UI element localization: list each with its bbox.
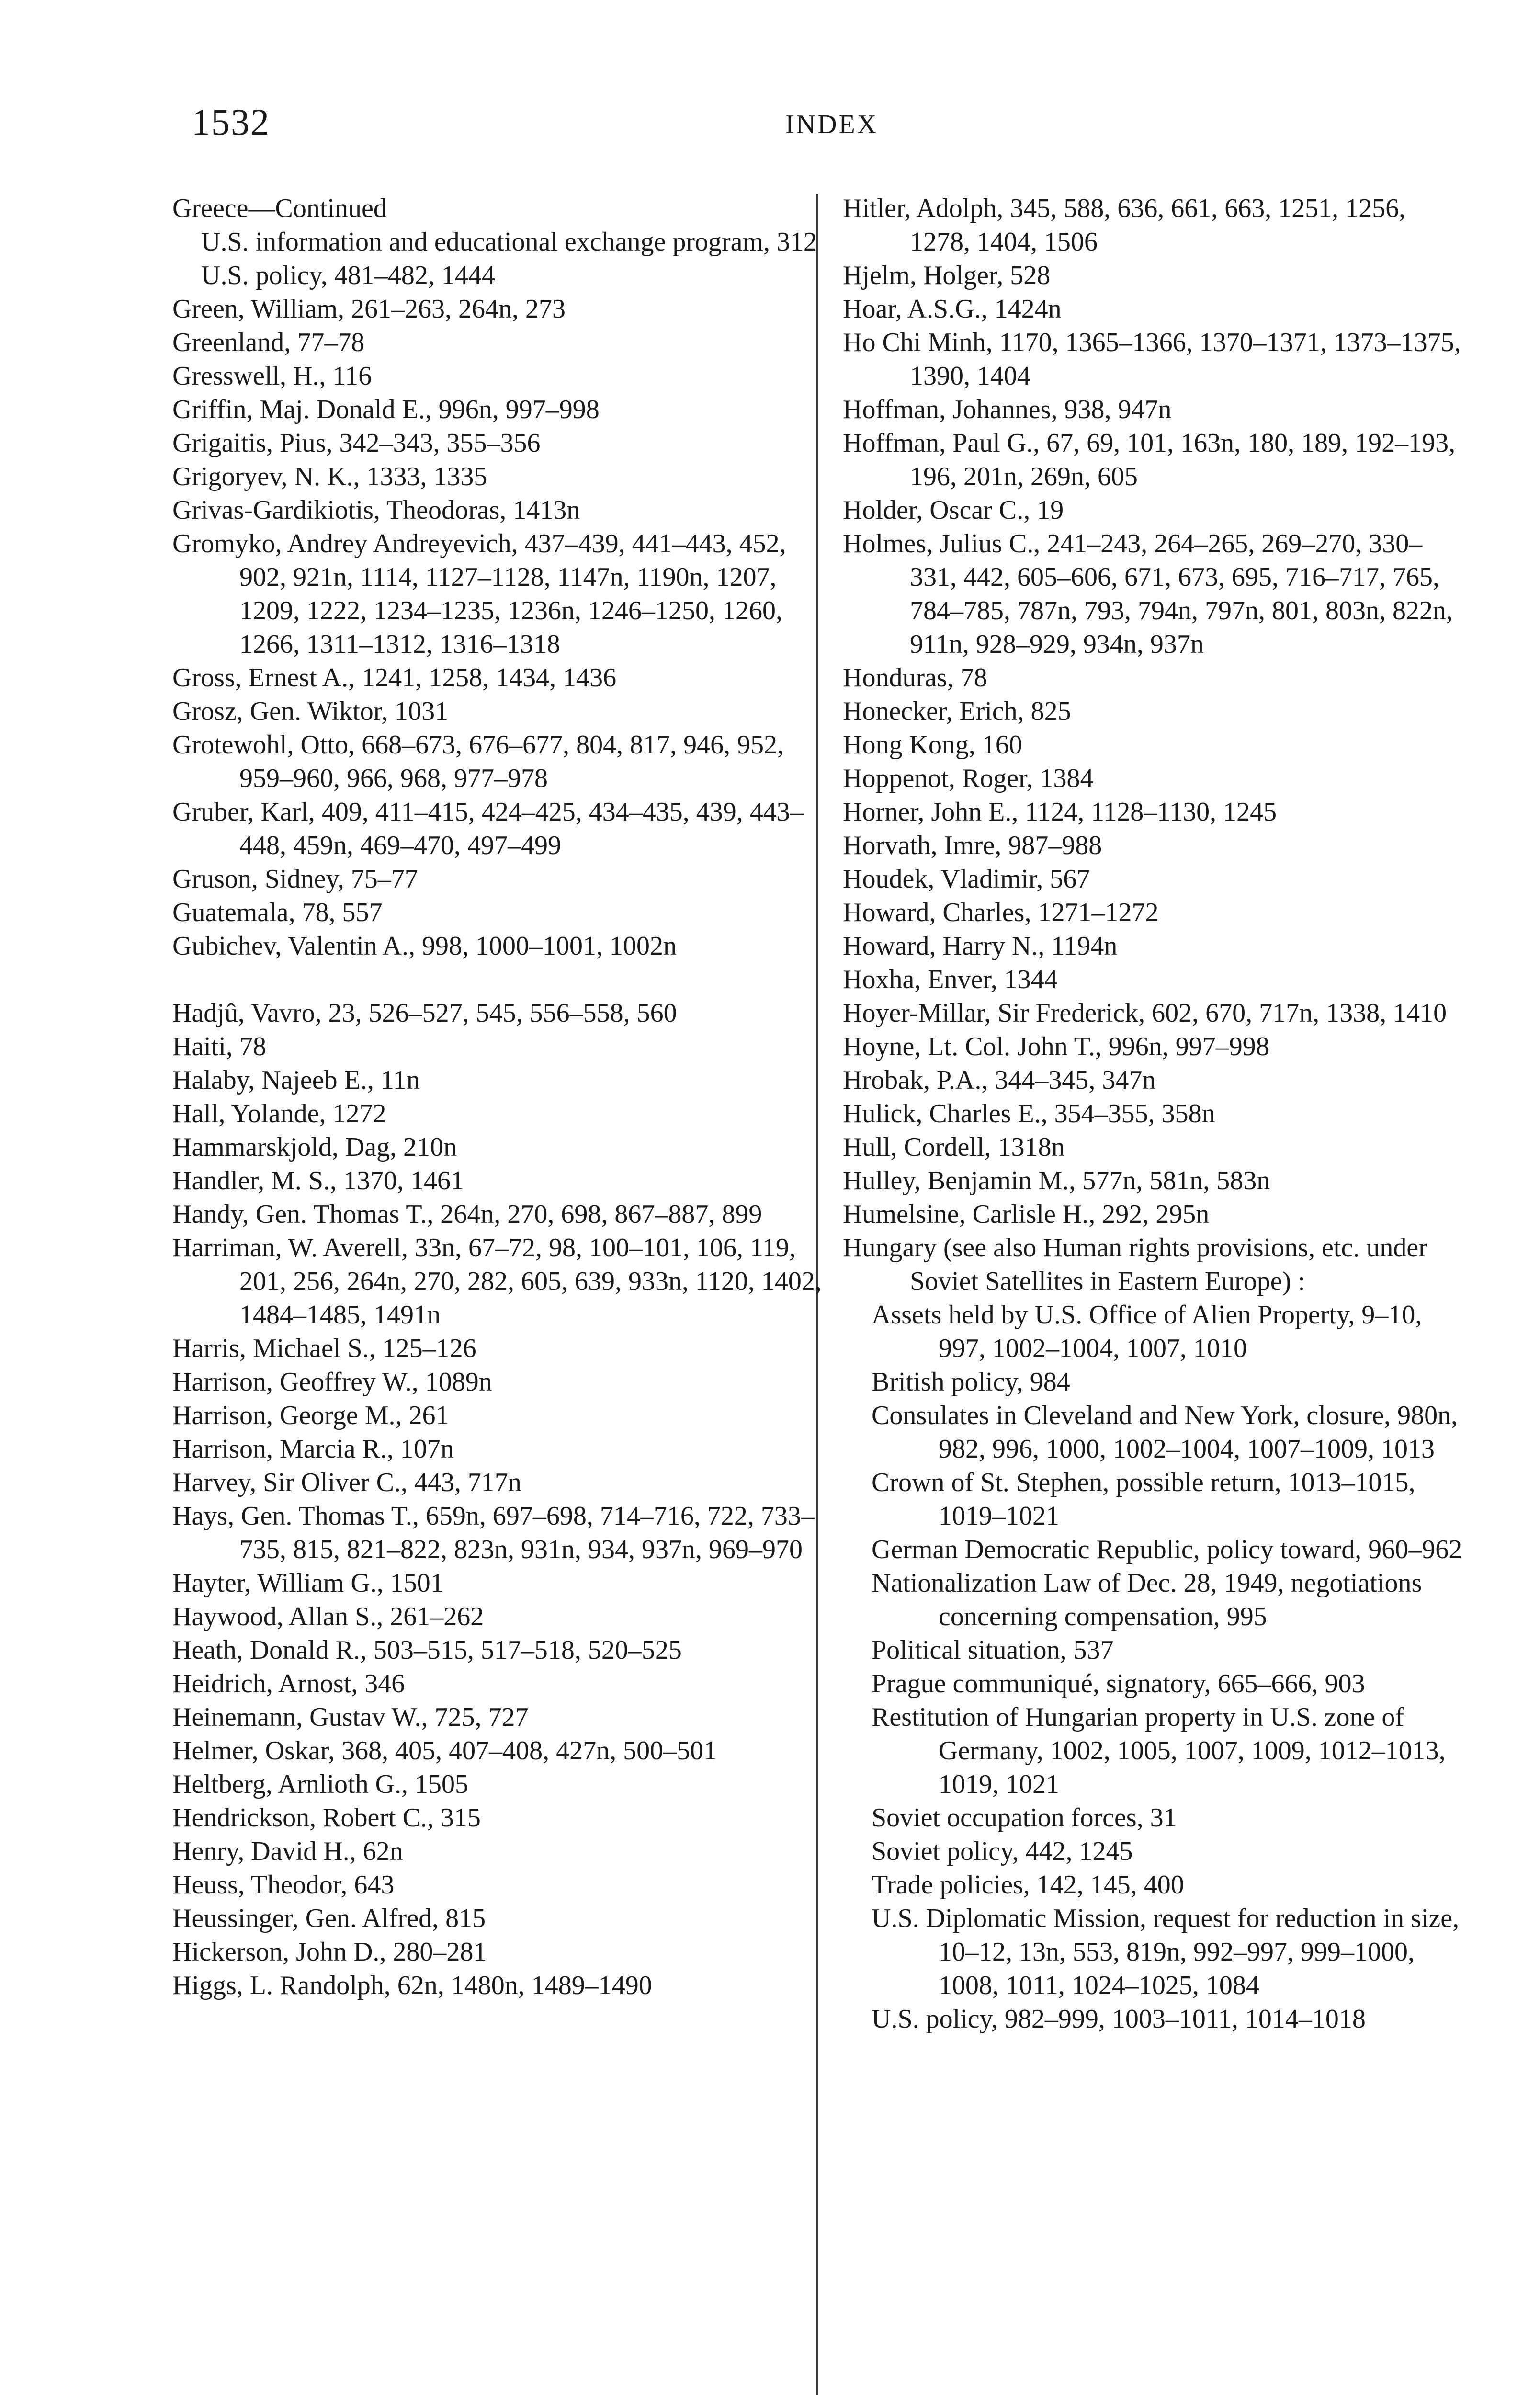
index-entry: Higgs, L. Randolph, 62n, 1480n, 1489–1490	[172, 1971, 652, 2000]
sub-entry: Assets held by U.S. Office of Alien Property, 9–10, 997, 1002–1004, 1007, 1010	[872, 1300, 1422, 1363]
sub-entry: U.S. policy, 481–482, 1444	[201, 261, 495, 290]
index-entry: Heinemann, Gustav W., 725, 727	[172, 1702, 529, 1732]
index-entry: Howard, Charles, 1271–1272	[843, 898, 1159, 927]
index-entry: Hoffman, Johannes, 938, 947n	[843, 395, 1172, 424]
index-entry: Grigaitis, Pius, 342–343, 355–356	[172, 428, 541, 458]
index-entry: Grivas-Gardikiotis, Theodoras, 1413n	[172, 495, 580, 525]
index-entry: Hulley, Benjamin M., 577n, 581n, 583n	[843, 1166, 1270, 1196]
index-entry: Hoxha, Enver, 1344	[843, 965, 1058, 994]
sub-entry: Trade policies, 142, 145, 400	[872, 1870, 1184, 1900]
index-entry: Heuss, Theodor, 643	[172, 1870, 395, 1900]
index-entry: Hayter, William G., 1501	[172, 1568, 444, 1598]
index-entry: Humelsine, Carlisle H., 292, 295n	[843, 1199, 1210, 1229]
index-entry: Hickerson, John D., 280–281	[172, 1937, 487, 1967]
section-gap	[172, 963, 833, 996]
index-entry: Henry, David H., 62n	[172, 1836, 403, 1866]
index-entry: Handy, Gen. Thomas T., 264n, 270, 698, 867–887, 899	[172, 1199, 762, 1229]
index-entry: Grosz, Gen. Wiktor, 1031	[172, 696, 449, 726]
index-entry: Hulick, Charles E., 354–355, 358n	[843, 1099, 1215, 1129]
index-entry: Hoffman, Paul G., 67, 69, 101, 163n, 180, 189, 192–193, 196, 201n, 269n, 605	[843, 428, 1456, 491]
sub-entry: Restitution of Hungarian property in U.S. zone of Germany, 1002, 1005, 1007, 1009, 1012–1013, 1019, 1021	[872, 1702, 1446, 1799]
index-entry: Greenland, 77–78	[172, 328, 365, 357]
hungary-sub-entries	[843, 1298, 1465, 2036]
sub-entry: Nationalization Law of Dec. 28, 1949, negotiations concerning compensation, 995	[872, 1568, 1422, 1631]
sub-entry: Political situation, 537	[872, 1635, 1114, 1665]
index-entry: Harris, Michael S., 125–126	[172, 1334, 476, 1363]
index-entry: Hoyer-Millar, Sir Frederick, 602, 670, 717n, 1338, 1410	[843, 998, 1447, 1028]
index-entry: Horner, John E., 1124, 1128–1130, 1245	[843, 797, 1277, 827]
index-entry: Heltberg, Arnlioth G., 1505	[172, 1769, 469, 1799]
index-entry: Harrison, George M., 261	[172, 1401, 449, 1430]
index-entry: Honecker, Erich, 825	[843, 696, 1071, 726]
index-entry: Harvey, Sir Oliver C., 443, 717n	[172, 1468, 521, 1497]
index-entry: Grotewohl, Otto, 668–673, 676–677, 804, 817, 946, 952, 959–960, 966, 968, 977–978	[172, 730, 784, 793]
index-entry: Heath, Donald R., 503–515, 517–518, 520–525	[172, 1635, 682, 1665]
index-entry: Hull, Cordell, 1318n	[843, 1132, 1065, 1162]
sub-entry: Soviet occupation forces, 31	[872, 1803, 1177, 1833]
index-entry: Gruson, Sidney, 75–77	[172, 864, 418, 894]
index-entry: Grigoryev, N. K., 1333, 1335	[172, 462, 487, 491]
index-entry: Hammarskjold, Dag, 210n	[172, 1132, 457, 1162]
page-number: 1532	[192, 101, 270, 143]
index-entry: Hrobak, P.A., 344–345, 347n	[843, 1065, 1156, 1095]
right-entries	[843, 192, 1465, 1231]
running-head: INDEX	[785, 110, 879, 139]
sub-entry: U.S. policy, 982–999, 1003–1011, 1014–1018	[872, 2004, 1366, 2034]
index-entry: Houdek, Vladimir, 567	[843, 864, 1090, 894]
sub-entry: Prague communiqué, signatory, 665–666, 903	[872, 1669, 1365, 1699]
index-entry: Gromyko, Andrey Andreyevich, 437–439, 441–443, 452, 902, 921n, 1114, 1127–1128, 1147n, 1190n, 1207, 1209, 1222, 1234–1235, 1236n, 1246–1250, 1260, 1266, 1311–1312, 1316–1318	[172, 529, 786, 659]
index-entry: Honduras, 78	[843, 663, 987, 693]
index-entry: Holder, Oscar C., 19	[843, 495, 1064, 525]
sub-entry: U.S. Diplomatic Mission, request for reduction in size, 10–12, 13n, 553, 819n, 992–997, 999–1000, 1008, 1011, 1024–1025, 1084	[872, 1904, 1460, 2000]
index-entry: Heidrich, Arnost, 346	[172, 1669, 405, 1699]
h-entries	[172, 996, 833, 2002]
index-entry: Horvath, Imre, 987–988	[843, 831, 1102, 860]
sub-entry: Soviet policy, 442, 1245	[872, 1836, 1133, 1866]
index-entry: Hendrickson, Robert C., 315	[172, 1803, 481, 1833]
index-entry: Green, William, 261–263, 264n, 273	[172, 294, 566, 324]
continued-heading: Greece—Continued	[172, 194, 387, 223]
index-entry: Hitler, Adolph, 345, 588, 636, 661, 663, 1251, 1256, 1278, 1404, 1506	[843, 194, 1406, 257]
index-entry: Gross, Ernest A., 1241, 1258, 1434, 1436	[172, 663, 617, 693]
index-entry: Hays, Gen. Thomas T., 659n, 697–698, 714–716, 722, 733–735, 815, 821–822, 823n, 931n, 934, 937n, 969–970	[172, 1501, 815, 1564]
sub-entry: British policy, 984	[872, 1367, 1070, 1397]
index-entry: Harriman, W. Averell, 33n, 67–72, 98, 100–101, 106, 119, 201, 256, 264n, 270, 282, 605, 639, 933n, 1120, 1402, 1484–1485, 1491n	[172, 1233, 822, 1330]
index-entry: Hjelm, Holger, 528	[843, 261, 1051, 290]
index-entry: Hoppenot, Roger, 1384	[843, 764, 1094, 793]
index-entry: Helmer, Oskar, 368, 405, 407–408, 427n, 500–501	[172, 1736, 717, 1766]
index-entry: Hoar, A.S.G., 1424n	[843, 294, 1062, 324]
index-entry: Hall, Yolande, 1272	[172, 1099, 386, 1129]
index-entry: Handler, M. S., 1370, 1461	[172, 1166, 464, 1196]
sub-entry: Consulates in Cleveland and New York, closure, 980n, 982, 996, 1000, 1002–1004, 1007–1009, 1013	[872, 1401, 1458, 1464]
left-column	[172, 192, 833, 2002]
g-entries	[172, 292, 833, 963]
index-entry: Ho Chi Minh, 1170, 1365–1366, 1370–1371, 1373–1375, 1390, 1404	[843, 328, 1461, 391]
index-entry: Hadjû, Vavro, 23, 526–527, 545, 556–558, 560	[172, 998, 677, 1028]
right-column	[843, 192, 1465, 2036]
index-entry: Harrison, Geoffrey W., 1089n	[172, 1367, 492, 1397]
index-entry: Haywood, Allan S., 261–262	[172, 1602, 484, 1631]
index-entry: Harrison, Marcia R., 107n	[172, 1434, 454, 1464]
index-entry: Guatemala, 78, 557	[172, 898, 383, 927]
index-entry: Griffin, Maj. Donald E., 996n, 997–998	[172, 395, 600, 424]
index-entry: Gruber, Karl, 409, 411–415, 424–425, 434–435, 439, 443–448, 459n, 469–470, 497–499	[172, 797, 804, 860]
sub-entry: German Democratic Republic, policy toward, 960–962	[872, 1535, 1462, 1564]
sub-entry: Crown of St. Stephen, possible return, 1013–1015, 1019–1021	[872, 1468, 1415, 1531]
greece-sub-entries	[172, 225, 833, 292]
index-entry: Gresswell, H., 116	[172, 361, 372, 391]
index-entry: Howard, Harry N., 1194n	[843, 931, 1118, 961]
index-entry: Heussinger, Gen. Alfred, 815	[172, 1904, 486, 1933]
sub-entry: U.S. information and educational exchange program, 312	[201, 227, 817, 257]
index-entry: Gubichev, Valentin A., 998, 1000–1001, 1002n	[172, 931, 677, 961]
page-header	[192, 101, 1484, 158]
index-entry: Haiti, 78	[172, 1032, 266, 1061]
hungary-heading: Hungary (see also Human rights provisions, etc. under Soviet Satellites in Eastern Europe) :	[843, 1233, 1427, 1296]
index-entry: Hong Kong, 160	[843, 730, 1022, 760]
index-entry: Holmes, Julius C., 241–243, 264–265, 269–270, 330–331, 442, 605–606, 671, 673, 695, 716–717, 765, 784–785, 787n, 793, 794n, 797n, 801, 803n, 822n, 911n, 928–929, 934n, 937n	[843, 529, 1453, 659]
index-entry: Hoyne, Lt. Col. John T., 996n, 997–998	[843, 1032, 1269, 1061]
index-entry: Halaby, Najeeb E., 11n	[172, 1065, 420, 1095]
